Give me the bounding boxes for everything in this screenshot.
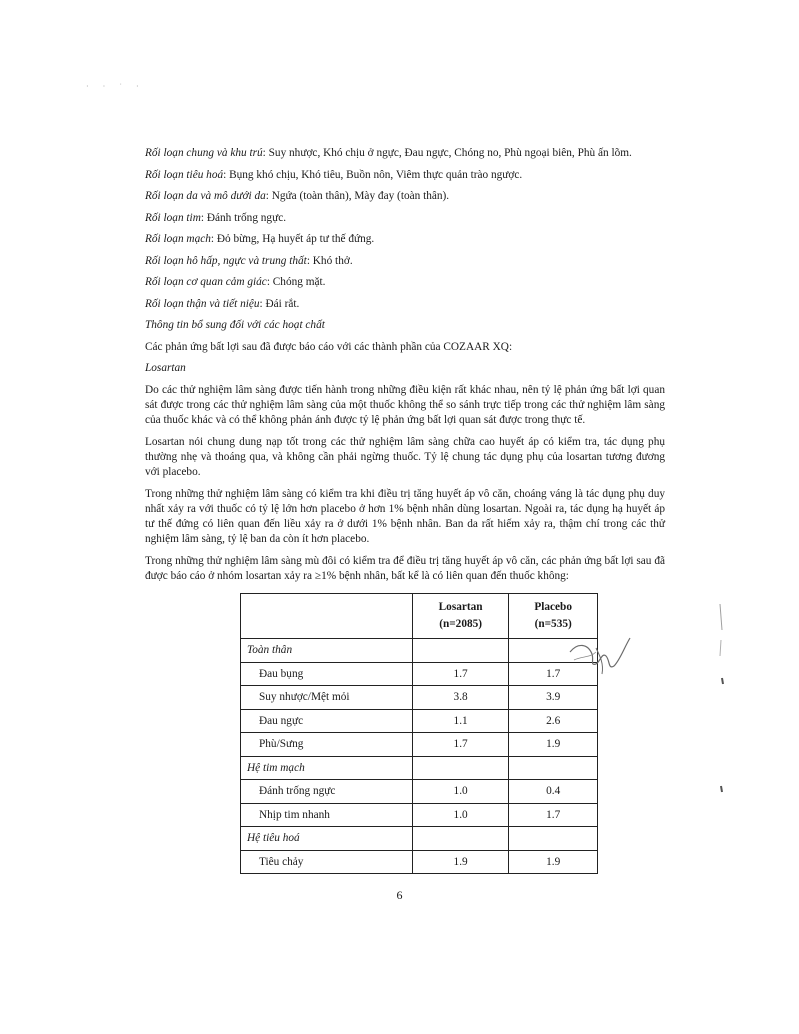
- table-row: [241, 662, 598, 686]
- placebo-value: 1.7: [509, 662, 598, 686]
- row-name: Phù/Sưng: [241, 733, 413, 757]
- paragraph: Trong những thử nghiệm lâm sàng mù đôi có kiểm tra để điều trị tăng huyết áp vô căn, các phản ứng bất lợi sau đã được báo cáo ở nhóm losartan xảy ra ≥1% bệnh nhân, bất kể là có liên quan đến thuốc không:: [145, 554, 665, 582]
- row-name: Đau bụng: [241, 662, 413, 686]
- adverse-line-text: : Khó thở.: [306, 254, 353, 267]
- table-row: [241, 686, 598, 710]
- paragraph: Do các thử nghiệm lâm sàng được tiến hành trong những điều kiện rất khác nhau, nên tỷ lệ phản ứng bất lợi quan sát được trong các thử nghiệm lâm sàng của một thuốc không thể so sánh trực tiếp trong các thử nghiệm lâm sàng của thuốc khác và có thể không phản ánh được tỷ lệ phản ứng bất lợi quan sát được trong thực tế.: [145, 383, 665, 426]
- empty-cell: [412, 756, 508, 780]
- group-name: Hệ tim mạch: [241, 756, 413, 780]
- losartan-value: 1.0: [412, 780, 508, 804]
- supplement-heading: Thông tin bổ sung đối với các hoạt chất: [145, 319, 325, 331]
- empty-cell: [412, 639, 508, 663]
- group-row: [241, 827, 598, 851]
- group-name: Toàn thân: [241, 639, 413, 663]
- adverse-line-label: Rối loạn tiêu hoá: [145, 168, 224, 181]
- adverse-line-text: : Đỏ bừng, Hạ huyết áp tư thế đứng.: [210, 233, 375, 245]
- losartan-value: 1.7: [412, 733, 508, 757]
- placebo-value: 2.6: [509, 709, 598, 733]
- losartan-value: 1.1: [412, 709, 508, 733]
- placebo-value: 1.7: [509, 803, 598, 827]
- adverse-line-label: Rối loạn thận và tiết niệu: [145, 297, 260, 310]
- handwritten-signature: [566, 630, 636, 680]
- header-empty-cell: [241, 594, 413, 639]
- adverse-line-label: Rối loạn tim: [145, 211, 201, 224]
- adverse-line-text: : Đánh trống ngực.: [200, 211, 287, 224]
- table-row: [241, 709, 598, 733]
- empty-cell: [412, 827, 508, 851]
- placebo-value: 1.9: [509, 733, 598, 757]
- adverse-line-label: Rối loạn mạch: [145, 233, 211, 245]
- adverse-line-label: Rối loạn cơ quan cảm giác: [145, 276, 267, 288]
- adverse-line: [145, 232, 665, 247]
- table-row: [241, 803, 598, 827]
- table-row: [241, 850, 598, 874]
- adverse-line-label: Rối loạn hô hấp, ngực và trung thất: [145, 254, 307, 267]
- row-name: Suy nhược/Mệt mỏi: [241, 686, 413, 710]
- empty-cell: [509, 756, 598, 780]
- header-losartan-n: (n=2085): [439, 618, 483, 630]
- row-name: Đánh trống ngực: [241, 780, 413, 804]
- adverse-line-text: : Bụng khó chịu, Khó tiêu, Buồn nôn, Viêm thực quản trào ngược.: [223, 168, 523, 181]
- header-placebo-label: Placebo: [534, 601, 572, 613]
- row-name: Nhịp tim nhanh: [241, 803, 413, 827]
- empty-cell: [509, 827, 598, 851]
- adverse-line: [145, 146, 665, 161]
- adverse-line: [145, 189, 665, 204]
- losartan-value: 3.8: [412, 686, 508, 710]
- adverse-line: [145, 254, 665, 269]
- adverse-line: [145, 297, 665, 312]
- adverse-line: [145, 211, 665, 226]
- placebo-value: 3.9: [509, 686, 598, 710]
- adverse-line-label: Rối loạn da và mô dưới da: [145, 190, 266, 202]
- group-name: Hệ tiêu hoá: [241, 827, 413, 851]
- table-row: [241, 780, 598, 804]
- adverse-line-label: Rối loạn chung và khu trú: [145, 147, 263, 159]
- adverse-line-text: : Đái rắt.: [259, 297, 300, 310]
- header-losartan: [412, 594, 508, 639]
- losartan-value: 1.9: [412, 850, 508, 874]
- adverse-line-text: : Suy nhược, Khó chịu ở ngực, Đau ngực, Chóng no, Phù ngoại biên, Phù ấn lõm.: [262, 147, 632, 159]
- group-row: [241, 639, 598, 663]
- margin-scan-marks: [716, 600, 730, 800]
- placebo-value: 0.4: [509, 780, 598, 804]
- losartan-value: 1.7: [412, 662, 508, 686]
- supplement-intro: Các phản ứng bất lợi sau đã được báo cáo với các thành phần của COZAAR XQ:: [145, 340, 513, 353]
- placebo-value: 1.9: [509, 850, 598, 874]
- paragraph: Losartan nói chung dung nạp tốt trong các thử nghiệm lâm sàng chữa cao huyết áp có kiểm tra, tác dụng phụ thường nhẹ và thoáng qua, và không cần phải ngừng thuốc. Tỷ lệ chung tác dụng phụ của losartan tương đương với placebo.: [145, 435, 665, 478]
- adverse-line: [145, 168, 665, 183]
- losartan-value: 1.0: [412, 803, 508, 827]
- header-placebo-n: (n=535): [534, 618, 572, 630]
- group-row: [241, 756, 598, 780]
- page-number: 6: [396, 888, 403, 902]
- adverse-line-text: : Chóng mặt.: [266, 276, 326, 288]
- row-name: Đau ngực: [241, 709, 413, 733]
- scan-specks: · · ˙ ·: [86, 82, 145, 91]
- row-name: Tiêu chảy: [241, 850, 413, 874]
- adverse-line-text: : Ngứa (toàn thân), Mày đay (toàn thân).: [265, 190, 450, 202]
- body-text: [145, 146, 665, 591]
- table-row: [241, 733, 598, 757]
- adverse-events-table: [240, 593, 598, 874]
- table-header-row: [241, 594, 598, 639]
- losartan-heading: Losartan: [145, 362, 186, 374]
- header-losartan-label: Losartan: [438, 601, 483, 613]
- adverse-line: [145, 275, 665, 290]
- paragraph: Trong những thử nghiệm lâm sàng có kiểm tra khi điều trị tăng huyết áp vô căn, choáng váng là tác dụng phụ duy nhất xảy ra với thuốc có tỷ lệ lớn hơn placebo ở hơn 1% bệnh nhân dùng losartan. Ngoài ra, tác dụng hạ huyết áp tư thế đứng có liên quan đến liều xảy ra ở dưới 1% bệnh nhân. Ban da rất hiếm xảy ra, thậm chí trong các thử nghiệm lâm sàng, tỷ lệ ban da còn ít hơn placebo.: [145, 487, 665, 545]
